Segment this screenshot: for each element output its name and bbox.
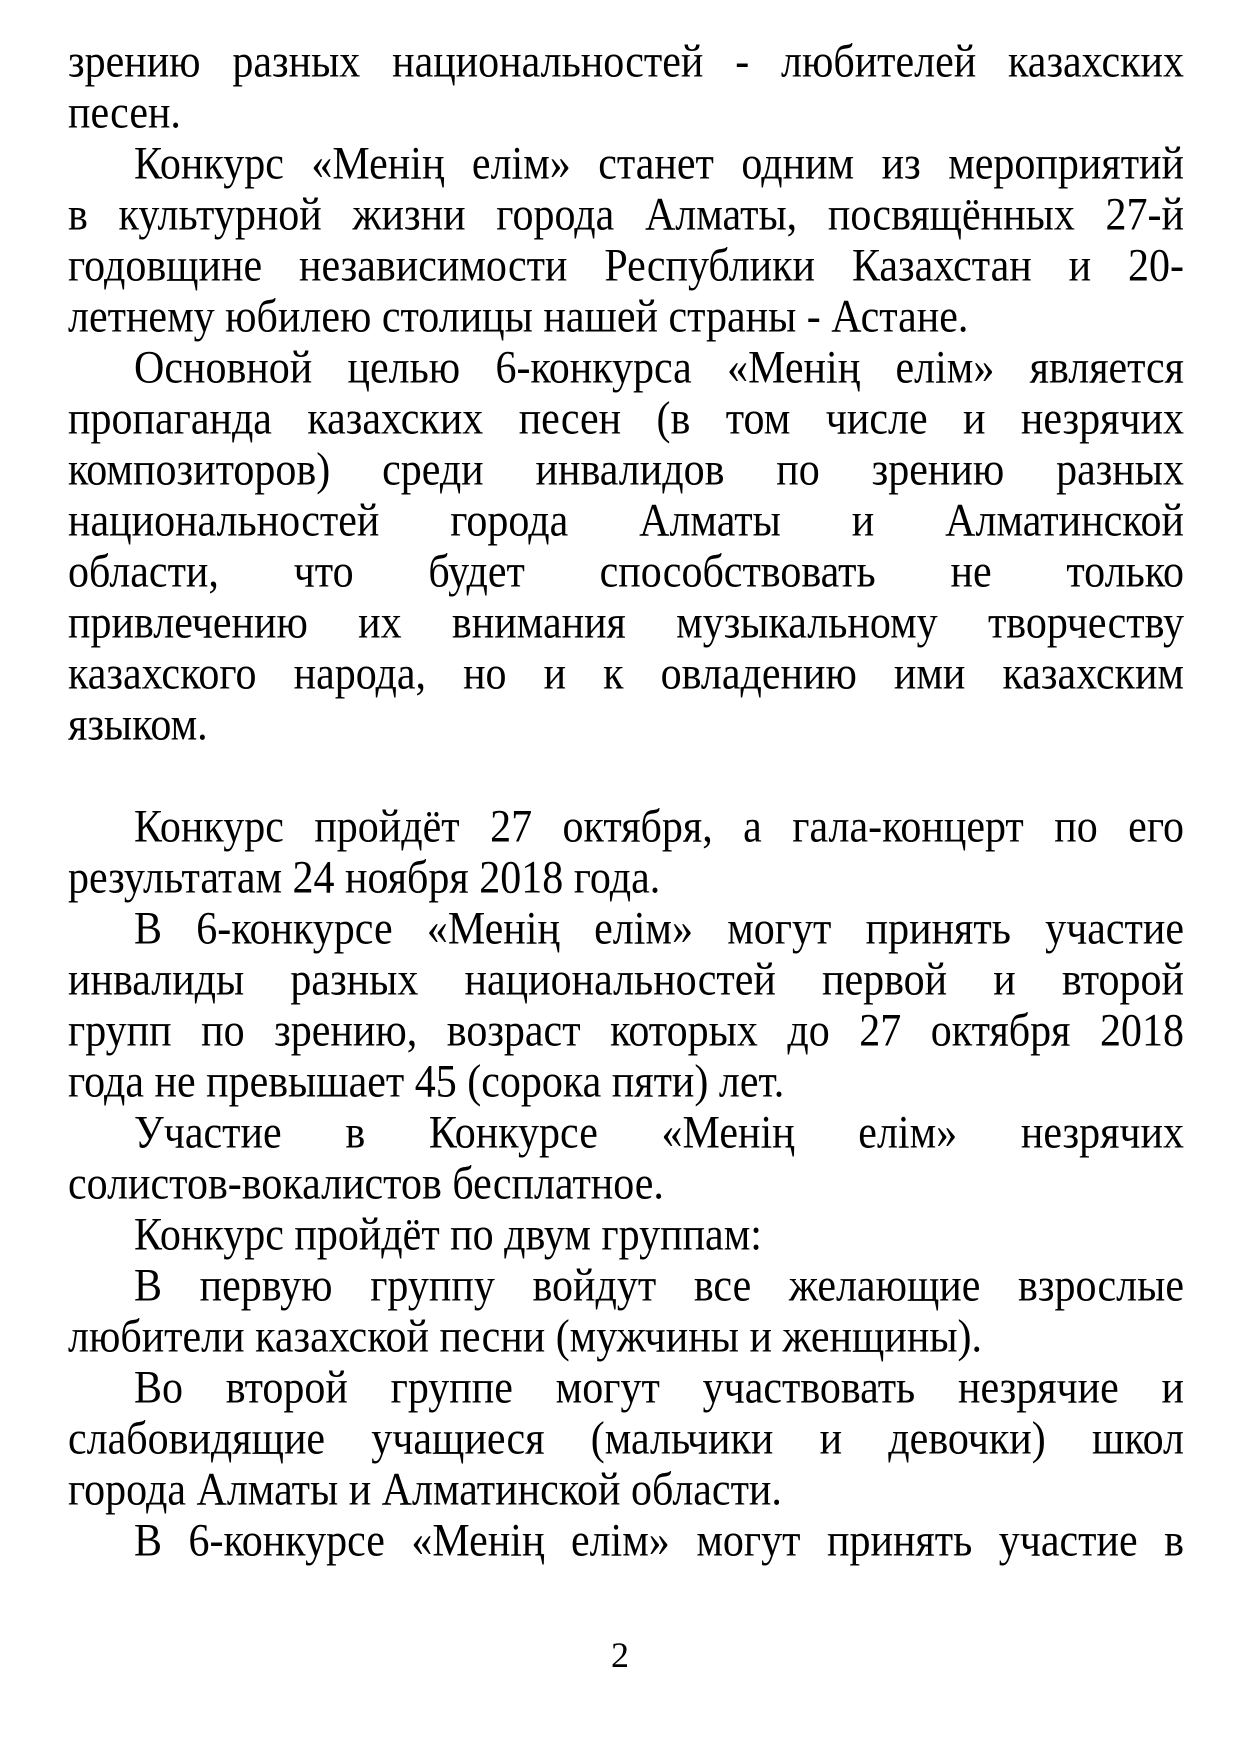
text-line: В 6-конкурсе «Менің елім» могут принять участие в	[134, 1515, 1184, 1567]
text-line: любители казахской песни (мужчины и женщины).	[68, 1311, 983, 1363]
blank-line	[68, 748, 1184, 805]
page-footer	[0, 1630, 1240, 1681]
text-line: года не превышает 45 (сорока пяти) лет.	[68, 1056, 785, 1108]
text-line: национальностей города Алматы и Алматинской	[68, 495, 1184, 547]
text-line: Основной целью 6-конкурса «Менің елім» является	[134, 342, 1184, 394]
paragraph	[68, 1261, 1184, 1363]
page-number: 2	[611, 1635, 629, 1675]
paragraph	[68, 1516, 1184, 1567]
paragraph	[68, 1210, 1184, 1261]
text-line: области, что будет способствовать не только	[68, 546, 1184, 598]
text-line: Конкурс пройдёт по двум группам:	[134, 1209, 762, 1261]
text-line: годовщине независимости Республики Казахстан и 20-	[68, 240, 1184, 292]
text-line: пропаганда казахских песен (в том числе и незрячих	[68, 393, 1184, 445]
text-line: города Алматы и Алматинской области.	[68, 1464, 782, 1516]
text-line: языком.	[68, 699, 208, 751]
text-line: Участие в Конкурсе «Менің елім» незрячих	[134, 1107, 1184, 1159]
text-line: песен.	[68, 87, 181, 139]
paragraph	[68, 37, 1184, 139]
text-line: слабовидящие учащиеся (мальчики и девочки) школ	[68, 1413, 1184, 1465]
paragraph	[68, 904, 1184, 1108]
text-line: Конкурс «Менің елім» станет одним из мероприятий	[134, 138, 1184, 190]
text-line: солистов-вокалистов бесплатное.	[68, 1158, 664, 1210]
text-line: В 6-конкурсе «Менің елім» могут принять участие	[134, 903, 1184, 955]
text-line: зрению разных национальностей - любителей казахских	[68, 36, 1184, 88]
paragraph-spacer	[68, 751, 1184, 802]
paragraph	[68, 802, 1184, 904]
text-line: Конкурс пройдёт 27 октября, а гала-концерт по его	[134, 801, 1184, 853]
text-line: В первую группу войдут все желающие взрослые	[134, 1260, 1184, 1312]
text-line: групп по зрению, возраст которых до 27 октября 2018	[68, 1005, 1184, 1057]
text-line: привлечению их внимания музыкальному творчеству	[68, 597, 1184, 649]
paragraph	[68, 343, 1184, 751]
paragraph	[68, 139, 1184, 343]
paragraph	[68, 1108, 1184, 1210]
paragraph	[68, 1363, 1184, 1516]
text-line: композиторов) среди инвалидов по зрению разных	[68, 444, 1184, 496]
text-line: инвалиды разных национальностей первой и второй	[68, 954, 1184, 1006]
text-line: летнему юбилею столицы нашей страны - Астане.	[68, 291, 969, 343]
page-body-text	[68, 37, 1184, 1567]
text-line: казахского народа, но и к овладению ими казахским	[68, 648, 1184, 700]
text-line: в культурной жизни города Алматы, посвящённых 27-й	[68, 189, 1184, 241]
text-line: результатам 24 ноября 2018 года.	[68, 852, 661, 904]
text-line: Во второй группе могут участвовать незрячие и	[134, 1362, 1184, 1414]
